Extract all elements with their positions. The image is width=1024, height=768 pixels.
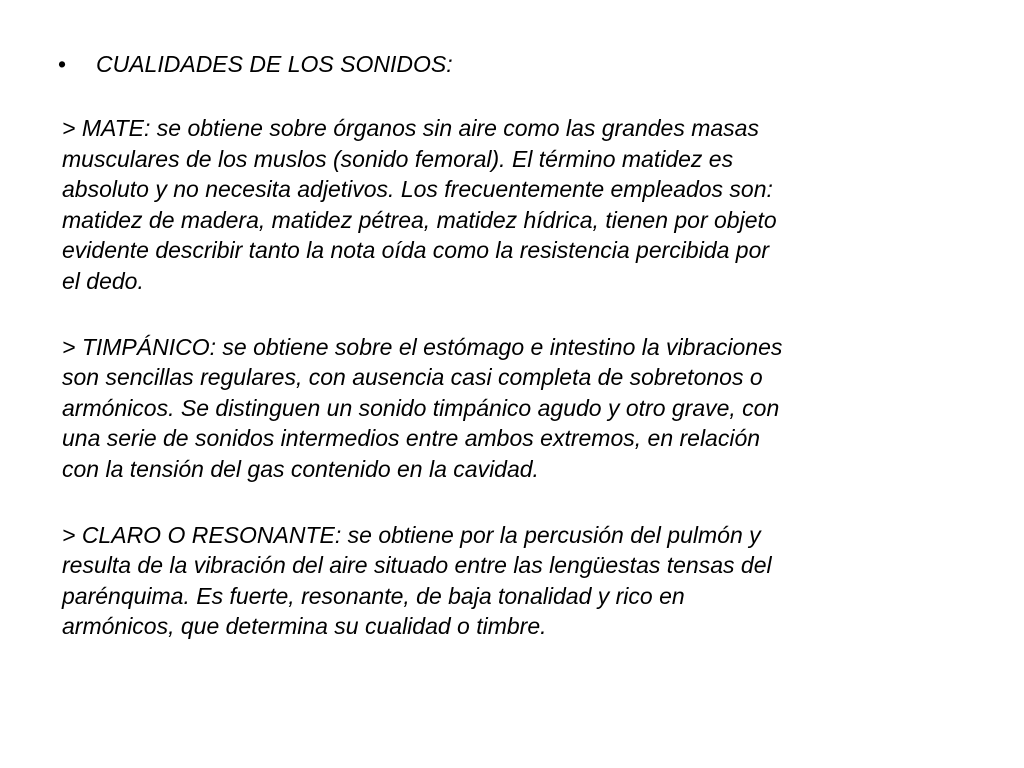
paragraph-mate: > MATE: se obtiene sobre órganos sin aire como las grandes masas musculares de los muslos (sonido femoral). El término matidez es absoluto y no necesita adjetivos. Los frecuentemente empleados son: matidez de madera, matidez pétrea, matidez hídrica, tienen por objeto evidente describir tanto la nota oída como la resistencia percibida por el dedo. [62, 115, 777, 294]
paragraph-claro-resonante: > CLARO O RESONANTE: se obtiene por la percusión del pulmón y resulta de la vibración del aire situado entre las lengüestas tensas del parénquima. Es fuerte, resonante, de baja tonalidad y rico en armónicos, que determina su cualidad o timbre. [62, 521, 772, 640]
bullet-icon: • [58, 51, 67, 77]
paragraph-timpanico: > TIMPÁNICO: se obtiene sobre el estómago e intestino la vibraciones son sencillas regulares, con ausencia casi completa de sobretonos o armónicos. Se distinguen un sonido timpánico agudo y otro grave, con una serie de sonidos intermedios entre ambos extremos, en relación con la tensión del gas contenido en la cavidad. [62, 333, 783, 482]
slide-content [58, 50, 962, 642]
heading-bullet-item [58, 50, 962, 78]
slide-heading: CUALIDADES DE LOS SONIDOS: [96, 51, 453, 77]
